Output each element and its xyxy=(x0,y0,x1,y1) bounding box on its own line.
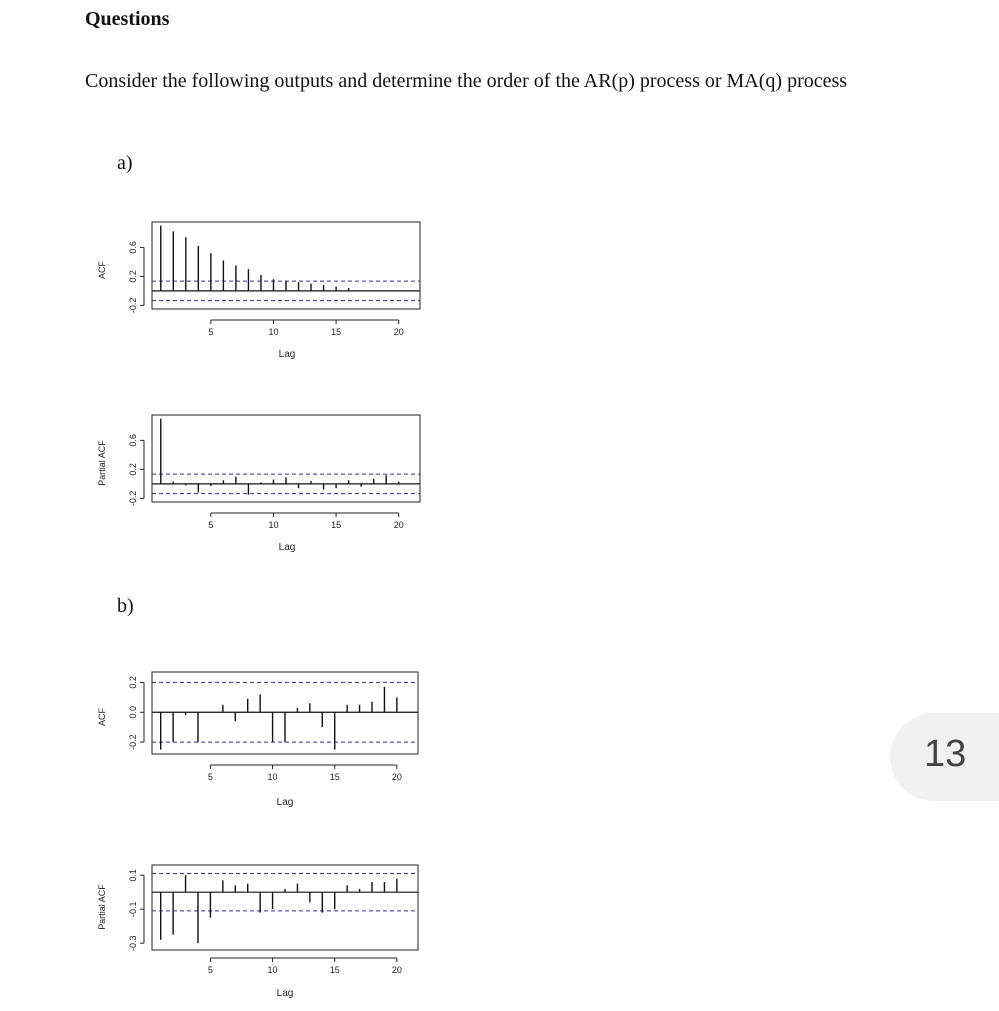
section-heading: Questions xyxy=(85,8,170,30)
page-number: 13 xyxy=(924,733,967,775)
acf-plot-b xyxy=(90,655,430,835)
pacf-plot-a xyxy=(90,398,430,578)
page-number-badge xyxy=(890,713,999,801)
y-tick-label: 0.1 xyxy=(128,868,138,882)
x-axis-label: Lag xyxy=(276,797,294,808)
y-tick-label: -0.2 xyxy=(128,734,138,750)
x-tick-label: 5 xyxy=(207,965,213,975)
x-tick-label: 10 xyxy=(267,965,278,975)
y-tick-label: -0.3 xyxy=(128,935,138,951)
y-tick-label: 0.2 xyxy=(128,463,138,476)
x-tick-label: 20 xyxy=(391,772,402,782)
part-a-label: a) xyxy=(117,152,133,174)
y-axis-label: Partial ACF xyxy=(97,440,107,486)
x-axis-label: Lag xyxy=(278,349,296,360)
y-tick-label: -0.1 xyxy=(128,901,138,917)
pacf-plot-b xyxy=(90,850,430,1010)
x-tick-label: 5 xyxy=(208,327,214,337)
x-tick-label: 10 xyxy=(268,327,279,337)
x-axis-label: Lag xyxy=(276,988,294,999)
part-b-label: b) xyxy=(117,595,134,617)
x-tick-label: 15 xyxy=(331,520,342,530)
y-tick-label: -0.2 xyxy=(128,297,138,314)
acf-plot-a xyxy=(90,205,430,385)
y-tick-label: 0.2 xyxy=(128,270,138,283)
x-tick-label: 10 xyxy=(267,772,278,782)
y-tick-label: 0.6 xyxy=(128,434,138,447)
x-tick-label: 5 xyxy=(207,772,213,782)
y-axis-label: ACF xyxy=(97,261,107,279)
x-tick-label: 10 xyxy=(268,520,279,530)
x-tick-label: 15 xyxy=(329,965,340,975)
y-tick-label: -0.2 xyxy=(128,490,138,507)
plot-frame xyxy=(152,415,420,502)
y-axis-label: ACF xyxy=(97,708,107,726)
plot-frame xyxy=(152,222,420,309)
x-tick-label: 20 xyxy=(391,965,402,975)
x-tick-label: 5 xyxy=(208,520,214,530)
x-tick-label: 15 xyxy=(329,772,340,782)
y-tick-label: 0.2 xyxy=(128,676,138,689)
y-axis-label: Partial ACF xyxy=(97,884,107,930)
x-tick-label: 20 xyxy=(393,520,404,530)
x-tick-label: 20 xyxy=(393,327,404,337)
x-axis-label: Lag xyxy=(278,542,296,553)
plot-frame xyxy=(152,865,418,950)
question-text: Consider the following outputs and determine the order of the AR(p) process or MA(q) process xyxy=(85,70,848,92)
y-tick-label: 0.0 xyxy=(128,705,138,719)
y-tick-label: 0.6 xyxy=(128,241,138,254)
x-tick-label: 15 xyxy=(331,327,342,337)
